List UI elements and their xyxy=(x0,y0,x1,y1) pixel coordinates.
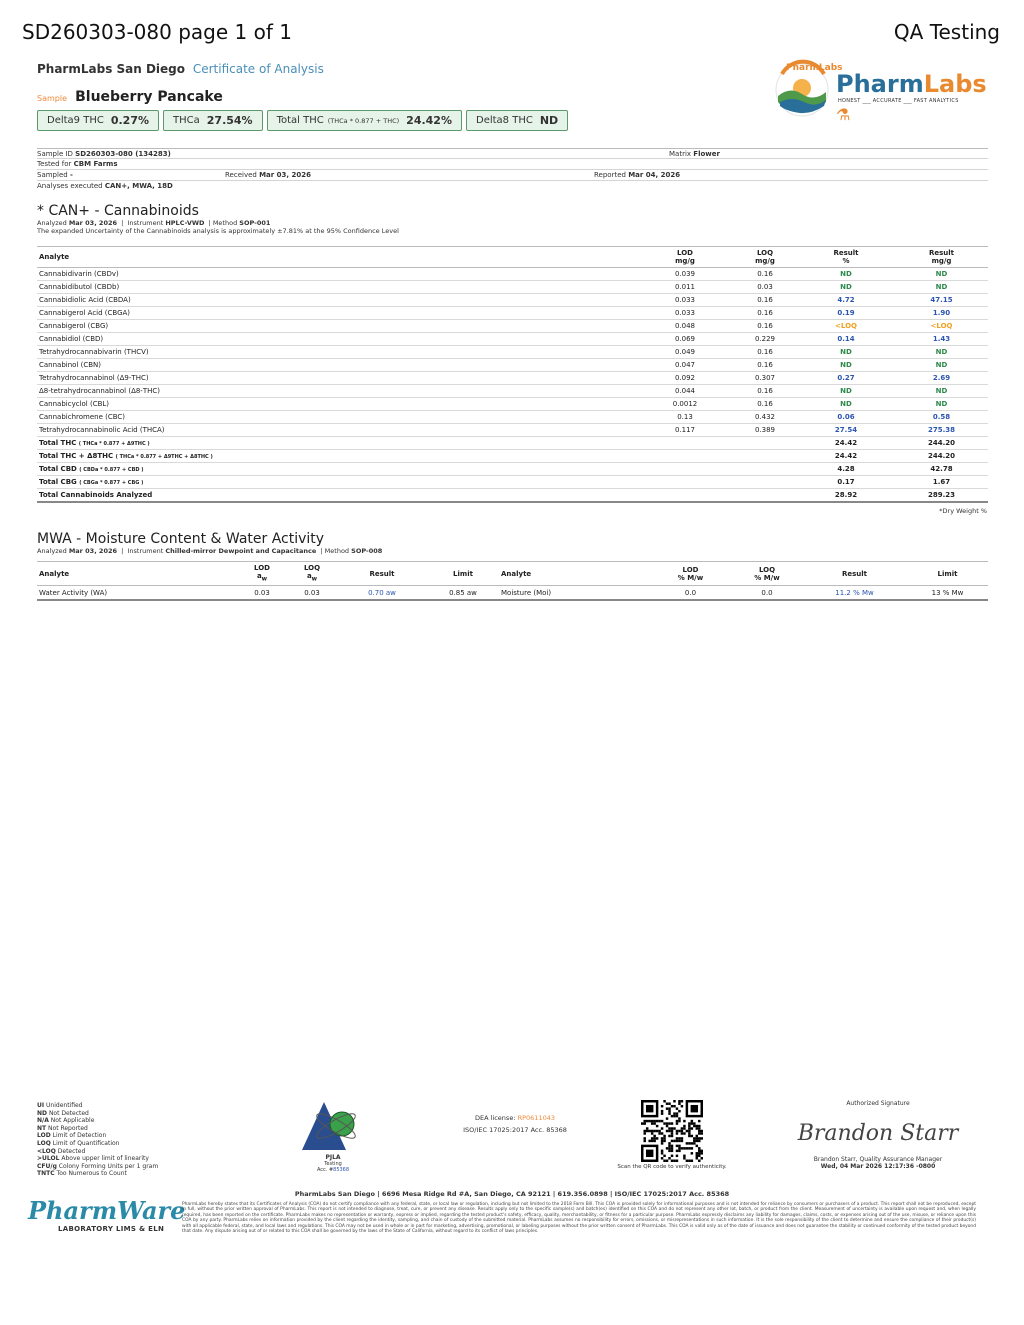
col-loq: LOQ mg/g xyxy=(733,247,797,268)
legal-disclaimer: PharmLabs hereby states that its Certificates of Analysis (COA) do not certify compliance with any federal, state, or local law or regulation, including but not limited to the 2018 Farm Bill. This COA is provided solely for informational purposes and is not intended for reliance by consumers or purchasers of a product. This report shall not be reproduced, except in full, without the prior written approval of PharmLabs. This report is not intended to diagnose, treat, cure, or prevent any disease. Results apply only to the specific sample(s) and batch(es) identified on this COA and do not represent any other lot, batch, or product from the client. Measurement of uncertainty is available upon request and, when legally required, has been reported on the certificate. PharmLabs makes no representation or warranty, express or implied, regarding the tested product's safety, efficacy, quality, merchantability, or fitness for a particular purpose. PharmLabs expressly disclaims any liability for damages, claims, costs, or expenses arising out of the use, misuse, or reliance upon this COA by any party. PharmLabs relies on information provided by the client regarding the identity, sampling, and chain of custody of the submitted material. PharmLabs assumes no responsibility for errors, omissions, or misrepresentations in such information. It is the sole responsibility of the client to determine and ensure the compliance of their product(s) with all applicable federal, state, and local laws and regulations. This COA may not be used in whole or in part for marketing, advertising, promotional, or labeling purposes without the prior written consent of PharmLabs. This COA is valid only as of the date of issuance and does not guarantee the stability or continued conformity of the tested product beyond that date. Any dispute arising out of or related to this COA shall be governed by the laws of the State of California, without regard to its conflict of laws principles. xyxy=(182,1202,976,1235)
col-analyte: Analyte xyxy=(37,247,637,268)
badge-thca xyxy=(163,110,263,131)
table-row: Cannabigerol Acid (CBGA) 0.033 0.16 0.19 1.90 xyxy=(37,307,988,320)
table-row: Cannabidiol (CBD) 0.069 0.229 0.14 1.43 xyxy=(37,333,988,346)
badge-label: Total THC xyxy=(276,115,324,126)
table-row: Tetrahydrocannabinol (Δ9-THC) 0.092 0.307 0.27 2.69 xyxy=(37,372,988,385)
signed-date: Wed, 04 Mar 2026 12:17:36 -0800 xyxy=(820,1163,936,1170)
mwa-meta: Analyzed Mar 03, 2026 | Instrument Chilled-mirror Dewpoint and Capacitance | Method SOP-008 xyxy=(37,547,383,555)
total-row: Total CBD ( CBDa * 0.877 + CBD ) 4.28 42.78 xyxy=(37,463,988,476)
tested-for: CBM Farms xyxy=(73,160,118,168)
dates-row: Sampled - Received Mar 03, 2026 Reported Mar 04, 2026 xyxy=(37,170,988,181)
received: Mar 03, 2026 xyxy=(259,171,311,179)
pjla-logo-icon xyxy=(300,1098,366,1152)
table-row: Δ8-tetrahydrocannabinol (Δ8-THC) 0.044 0.16 ND ND xyxy=(37,385,988,398)
badge-value: 24.42% xyxy=(406,114,452,127)
reported: Mar 04, 2026 xyxy=(628,171,681,179)
sample-id: SD260303-080 (134283) xyxy=(75,150,171,158)
analyses-row: Analyses executed CAN+, MWA, 18D xyxy=(37,182,173,190)
legend-item: LOD Limit of Detection xyxy=(37,1132,107,1140)
cannabinoids-meta: Analyzed Mar 03, 2026 | Instrument HPLC-VWD | Method SOP-001 xyxy=(37,219,271,227)
signer-name: Brandon Starr, Quality Assurance Manager xyxy=(813,1156,943,1163)
table-row: Cannabichromene (CBC) 0.13 0.432 0.06 0.58 xyxy=(37,411,988,424)
qr-block xyxy=(604,1100,740,1170)
legend-item: UI Unidentified xyxy=(37,1102,83,1109)
table-row: Cannabigerol (CBG) 0.048 0.16 <LOQ <LOQ xyxy=(37,320,988,333)
mwa-header xyxy=(37,531,382,555)
pharmware-logo: PharmWare LABORATORY LIMS & ELN xyxy=(28,1196,186,1233)
legend-item: LOQ Limit of Quantification xyxy=(37,1139,120,1147)
pjla-accreditation: PJLA Testing Acc. #85368 xyxy=(300,1098,366,1173)
total-row: Total Cannabinoids Analyzed 28.92 289.23 xyxy=(37,489,988,502)
pharmlabs-logo xyxy=(768,56,990,124)
doc-type: Certificate of Analysis xyxy=(192,62,324,76)
total-row: Total CBG ( CBGa * 0.877 + CBG ) 0.17 1.67 xyxy=(37,476,988,489)
potency-badges xyxy=(37,110,568,131)
col-result-mg: Result mg/g xyxy=(895,247,988,268)
legend-item: <LOQ Detected xyxy=(37,1147,86,1155)
legend-item: >ULOL Above upper limit of linearity xyxy=(37,1155,149,1163)
legend-item: CFU/g Colony Forming Units per 1 gram xyxy=(37,1162,159,1170)
legend-item: ND Not Detected xyxy=(37,1109,89,1117)
sample-tag: Sample xyxy=(37,94,67,103)
badge-delta9-thc xyxy=(37,110,159,131)
logo-wordmark: PharmLabs ⚗ xyxy=(836,70,987,124)
table-row: Cannabidiolic Acid (CBDA) 0.033 0.16 4.72 47.15 xyxy=(37,294,988,307)
badge-label: Delta8 THC xyxy=(476,115,533,126)
badge-total-thc xyxy=(267,110,462,131)
total-row: Total THC ( THCa * 0.877 + Δ9THC ) 24.42 244.20 xyxy=(37,437,988,450)
badge-delta8-thc xyxy=(466,110,568,131)
col-result-pct: Result % xyxy=(797,247,895,268)
tested-for-row: Tested for CBM Farms xyxy=(37,159,988,170)
legend-item: TNTC Too Numerous to Count xyxy=(37,1170,127,1178)
table-row: Tetrahydrocannabivarin (THCV) 0.049 0.16 ND ND xyxy=(37,346,988,359)
mwa-title: MWA - Moisture Content & Water Activity xyxy=(37,531,325,547)
sampled: - xyxy=(69,171,73,179)
mwa-table xyxy=(37,561,988,601)
cannabinoids-header xyxy=(37,203,399,235)
logo-emblem-icon xyxy=(768,56,843,120)
badge-value: 0.27% xyxy=(110,114,150,127)
legend-item: N/A Not Applicable xyxy=(37,1117,95,1125)
analyses: CAN+, MWA, 18D xyxy=(104,182,173,190)
table-row: Water Activity (WA) 0.03 0.03 0.70 aw 0.85 aw Moisture (Moi) 0.0 0.0 11.2 % Mw 13 % Mw xyxy=(37,586,988,600)
dry-weight-note: *Dry Weight % xyxy=(939,507,987,515)
badge-label: Delta9 THC xyxy=(47,115,104,126)
report-id: SD260303-080 page 1 of 1 xyxy=(22,20,292,44)
svg-text:PharmLabs: PharmLabs xyxy=(786,63,843,73)
legend-item: NT Not Reported xyxy=(37,1124,88,1132)
signature-title: Authorized Signature xyxy=(846,1100,910,1107)
table-row: Cannabinol (CBN) 0.047 0.16 ND ND xyxy=(37,359,988,372)
table-row: Tetrahydrocannabinolic Acid (THCA) 0.117 0.389 27.54 275.38 xyxy=(37,424,988,437)
dea-license: DEA license: RP0611043 ISO/IEC 17025:2017 Acc. 85368 xyxy=(440,1112,590,1136)
table-row: Cannabidivarin (CBDv) 0.039 0.16 ND ND xyxy=(37,268,988,281)
iso-accreditation: ISO/IEC 17025:2017 Acc. 85368 xyxy=(463,1126,567,1134)
lab-address: PharmLabs San Diego | 6696 Mesa Ridge Rd #A, San Diego, CA 92121 | 619.356.0898 | ISO/IEC 17025:2017 Acc. 85368 xyxy=(294,1190,730,1198)
dea-value: RP0611043 xyxy=(517,1114,555,1122)
table-row: Cannabidibutol (CBDb) 0.011 0.03 ND ND xyxy=(37,281,988,294)
badge-label: THCa xyxy=(173,115,200,126)
table-row: Cannabicyclol (CBL) 0.0012 0.16 ND ND xyxy=(37,398,988,411)
badge-formula: (THCa * 0.877 + THC) xyxy=(327,116,400,125)
badge-value: ND xyxy=(539,114,559,127)
table-header-row: Analyte LOD $a_w$ LOQ $a_w$ Result Limit Analyte LOD % M/w LOQ % M/w Result Limit xyxy=(37,562,988,586)
cannabinoids-table xyxy=(37,246,988,503)
sample-line xyxy=(37,86,223,105)
signature-block xyxy=(790,1100,966,1170)
qr-code-icon[interactable] xyxy=(641,1100,703,1162)
client-label: QA Testing xyxy=(893,20,1000,44)
logo-tagline: HONEST ___ ACCURATE ___ FAST ANALYTICS xyxy=(838,98,959,104)
cannabinoids-title: * CAN+ - Cannabinoids xyxy=(37,203,199,219)
col-lod: LOD mg/g xyxy=(637,247,733,268)
table-header-row xyxy=(37,247,988,268)
lab-line xyxy=(37,62,324,76)
sample-name: Blueberry Pancake xyxy=(75,89,223,105)
abbreviation-legend xyxy=(37,1102,158,1178)
matrix: Flower xyxy=(693,150,720,158)
sample-id-row: Sample ID SD260303-080 (134283) Matrix Flower xyxy=(37,148,988,159)
sample-info xyxy=(37,148,988,192)
total-row: Total THC + Δ8THC ( THCa * 0.877 + Δ9THC + Δ8THC ) 24.42 244.20 xyxy=(37,450,988,463)
qr-caption: Scan the QR code to verify authenticity. xyxy=(617,1164,727,1170)
signature-image: Brandon Starr xyxy=(797,1121,959,1146)
badge-value: 27.54% xyxy=(206,114,253,127)
lab-name: PharmLabs San Diego xyxy=(37,62,186,76)
uncertainty-note: The expanded Uncertainty of the Cannabinoids analysis is approximately ±7.81% at the 95% Confidence Level xyxy=(37,227,399,235)
